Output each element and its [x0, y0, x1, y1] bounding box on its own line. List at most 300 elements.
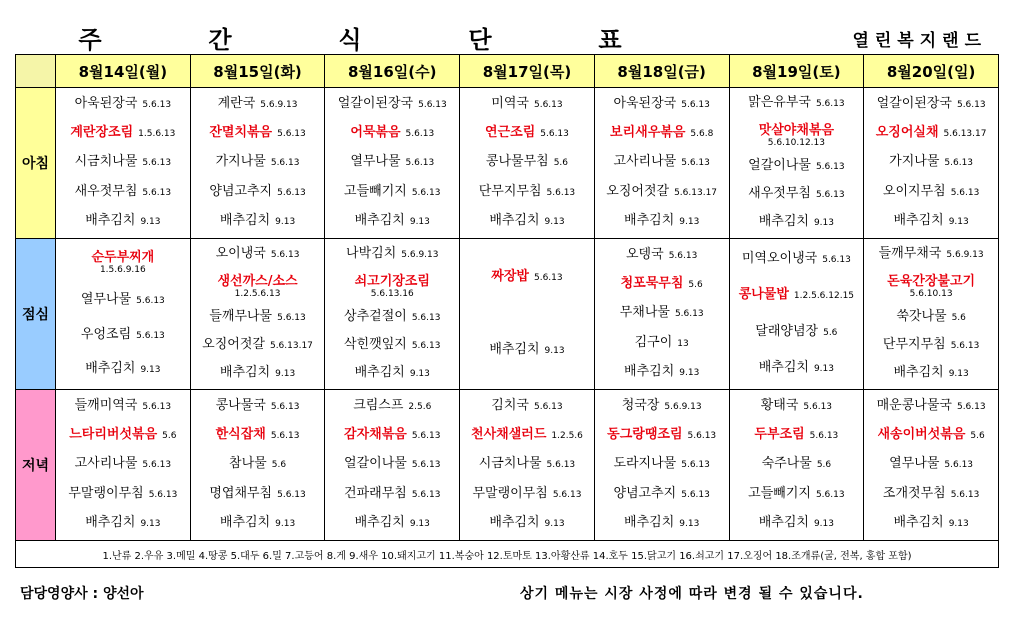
menu-cell: [460, 88, 595, 239]
dish-name: 도라지나물: [613, 456, 677, 472]
allergen-codes: 5.6.13: [270, 250, 300, 261]
dish-name: 콩나물국: [215, 398, 266, 414]
dish-name: 콩나물무침: [485, 154, 549, 170]
allergen-codes: 9.13: [140, 365, 161, 376]
main-dish-item: [460, 269, 594, 286]
dish-name: 계란장조림: [70, 125, 134, 141]
menu-item: [191, 365, 325, 382]
menu-item-list: [730, 390, 864, 540]
dish-name: 배추김치: [624, 363, 675, 379]
dish-name: 새우젓무침: [748, 186, 811, 202]
menu-item-list: [56, 390, 190, 540]
menu-item-list: [595, 239, 729, 389]
dish-name: 김치국: [491, 398, 529, 414]
allergen-codes: 5.6.13: [944, 460, 974, 471]
dish-name: 오징어실채: [875, 125, 939, 141]
menu-item: [460, 184, 594, 201]
dish-name: 배추김치: [893, 514, 944, 530]
menu-item: [460, 515, 594, 532]
menu-item: [325, 398, 459, 415]
dish-name: 배추김치: [354, 514, 405, 530]
menu-cell: [864, 239, 999, 390]
dish-name: 배추김치: [758, 360, 809, 376]
menu-item: [325, 515, 459, 532]
allergen-codes: 1.2.5.6.13: [234, 288, 281, 299]
menu-item: [191, 456, 325, 473]
menu-item-list: [460, 239, 594, 389]
dish-name: 숙주나물: [761, 456, 812, 472]
dish-name: 시금치나물: [74, 154, 138, 170]
allergen-codes: 5.6.13: [411, 313, 441, 324]
dish-name: 우엉조림: [80, 326, 132, 342]
menu-cell: [190, 239, 325, 390]
allergen-codes: 5.6.13: [411, 460, 441, 471]
allergen-codes: 5.6.13: [277, 187, 306, 198]
title-char: 표: [598, 26, 622, 54]
dish-name: 참나물: [229, 456, 267, 472]
dish-name: 고사리나물: [613, 154, 677, 170]
menu-item: [864, 213, 998, 230]
menu-item: [56, 398, 190, 415]
menu-item: [595, 456, 729, 473]
title-char: 단: [468, 26, 492, 54]
main-dish-item: [191, 125, 325, 142]
allergen-codes: 5.6.13: [950, 489, 980, 500]
menu-item: [864, 246, 998, 263]
allergen-codes: 5.6.13: [270, 158, 300, 169]
dish-name: 천사채샐러드: [471, 427, 547, 443]
menu-item-list: [730, 88, 864, 238]
menu-cell: [864, 88, 999, 239]
menu-item: [595, 96, 729, 113]
dish-name: 조개젓무침: [882, 485, 946, 501]
allergen-codes: 5.6.13: [681, 460, 710, 471]
allergen-codes: 5.6.13: [803, 402, 833, 413]
dish-name: 돈육간장불고기: [887, 273, 976, 289]
menu-item: [864, 309, 998, 326]
dish-name: 아욱된장국: [613, 96, 677, 112]
day-header: 8월18일(금): [594, 55, 729, 88]
menu-item-list: [191, 390, 325, 540]
dish-name: 크림스프: [353, 398, 404, 414]
menu-item: [864, 486, 998, 503]
allergen-codes: 5.6: [271, 460, 287, 471]
dish-name: 배추김치: [489, 212, 540, 228]
dish-name: 무말랭이무침: [472, 485, 548, 501]
allergen-codes: 5.6.9.13: [401, 250, 439, 261]
allergen-codes: 9.13: [948, 216, 969, 227]
allergen-codes: 5.6.13: [552, 489, 582, 500]
allergen-codes: 5.6.13: [270, 431, 300, 442]
main-dish-item: [325, 274, 459, 299]
dish-name: 콩나물밥: [738, 287, 789, 303]
dish-name: 어묵볶음: [350, 125, 401, 141]
allergen-codes: 5.6.13: [411, 187, 441, 198]
allergen-codes: 5.6.13.17: [943, 129, 987, 140]
allergen-codes: 9.13: [140, 216, 161, 227]
dish-name: 상추겉절이: [344, 309, 407, 325]
menu-cell: [729, 239, 864, 390]
menu-cell: [729, 390, 864, 541]
menu-item: [56, 327, 190, 344]
allergen-codes: 5.6.13: [533, 273, 563, 283]
menu-item: [191, 398, 325, 415]
dish-name: 잔멸치볶음: [209, 125, 273, 141]
menu-item: [325, 184, 459, 201]
dish-name: 보리새우볶음: [610, 125, 686, 141]
dish-name: 김구이: [634, 334, 673, 350]
dish-name: 배추김치: [219, 514, 271, 530]
menu-cell: [325, 88, 460, 239]
menu-item-list: [595, 390, 729, 540]
menu-item: [864, 456, 998, 473]
menu-item-list: [864, 239, 998, 389]
allergen-codes: 13: [677, 338, 689, 349]
allergen-codes: 5.6: [951, 313, 966, 324]
menu-item-list: [595, 88, 729, 238]
menu-cell: [325, 390, 460, 541]
allergen-codes: 5.6.9.13: [946, 250, 984, 261]
menu-cell: [190, 88, 325, 239]
menu-item: [595, 247, 729, 264]
dish-name: 배추김치: [219, 364, 271, 380]
menu-item: [864, 184, 998, 201]
day-header: 8월19일(토): [729, 55, 864, 88]
menu-item: [191, 515, 325, 532]
dish-name: 미역오이냉국: [741, 250, 818, 266]
menu-cell: [56, 88, 191, 239]
dish-name: 배추김치: [85, 212, 136, 228]
allergen-codes: 5.6.13: [142, 402, 172, 413]
main-dish-item: [864, 274, 998, 299]
dish-name: 짜장밥: [491, 269, 529, 284]
allergen-codes: 5.6.13: [418, 100, 447, 111]
menu-item: [325, 337, 459, 354]
main-dish-item: [56, 250, 190, 275]
menu-item: [595, 335, 729, 352]
dish-name: 배추김치: [85, 361, 136, 377]
menu-item-list: [325, 88, 459, 238]
allergen-codes: 5.6: [823, 327, 838, 338]
lunch-label: 점심: [16, 239, 56, 390]
dish-name: 청국장: [621, 398, 660, 414]
allergen-codes: 9.13: [275, 518, 296, 529]
main-dish-item: [191, 427, 325, 444]
main-dish-item: [864, 125, 998, 142]
menu-item: [730, 158, 864, 175]
allergen-codes: 5.6.13: [809, 431, 839, 442]
allergen-codes: 5.6.13: [546, 460, 576, 471]
menu-item-list: [56, 88, 190, 238]
allergen-codes: 9.13: [544, 216, 565, 227]
dish-name: 두부조림: [754, 427, 805, 443]
allergen-codes: 5.6.13: [950, 341, 980, 352]
dish-name: 동그랑땡조림: [607, 427, 683, 443]
menu-item: [325, 456, 459, 473]
menu-item: [595, 515, 729, 532]
menu-cell: [325, 239, 460, 390]
allergen-codes: 5.6: [688, 280, 703, 291]
menu-item: [325, 365, 459, 382]
day-header: 8월16일(수): [325, 55, 460, 88]
main-dish-item: [730, 123, 864, 148]
allergen-codes: 9.13: [679, 518, 700, 529]
dish-name: 오뎅국: [626, 247, 664, 263]
dish-name: 계란국: [217, 96, 256, 112]
dish-name: 양념고추지: [613, 485, 677, 501]
menu-item: [730, 486, 864, 503]
menu-item: [730, 398, 864, 415]
allergen-codes: 5.6.13: [270, 402, 300, 413]
allergen-codes: 5.6.13: [681, 489, 710, 500]
main-dish-item: [56, 427, 190, 444]
menu-item: [325, 96, 459, 113]
menu-item: [460, 96, 594, 113]
menu-item: [864, 398, 998, 415]
allergen-codes: 5.6.13: [822, 254, 851, 265]
menu-item: [595, 486, 729, 503]
allergen-codes: 5.6.9.13: [664, 402, 702, 413]
dish-name: 느타리버섯볶음: [69, 427, 158, 443]
dish-name: 배추김치: [219, 212, 271, 228]
main-dish-item: [460, 125, 594, 142]
allergen-codes: 5.6.9.13: [260, 100, 298, 111]
allergen-codes: 5.6.13: [681, 158, 710, 169]
dish-name: 배추김치: [758, 514, 809, 530]
menu-item: [595, 305, 729, 322]
dish-name: 청포묵무침: [620, 276, 684, 292]
dish-name: 고들빼기지: [344, 183, 407, 199]
allergen-codes: 5.6.13.16: [370, 288, 414, 299]
menu-item: [864, 337, 998, 354]
menu-item: [730, 251, 864, 268]
dish-name: 오이냉국: [215, 246, 266, 262]
menu-item: [460, 486, 594, 503]
dish-name: 생선까스/소스: [217, 273, 298, 289]
menu-item: [460, 154, 594, 171]
main-dish-item: [595, 427, 729, 444]
dish-name: 가지나물: [215, 154, 266, 170]
dish-name: 쇠고기장조림: [354, 273, 430, 289]
menu-item: [595, 213, 729, 230]
menu-item-list: [191, 88, 325, 238]
dish-name: 한식잡채: [215, 427, 266, 443]
dish-name: 달래양념장: [755, 323, 819, 339]
allergen-codes: 5.6.13: [136, 296, 165, 307]
dish-name: 들깨무채국: [878, 246, 942, 262]
menu-cell: [190, 390, 325, 541]
dish-name: 맑은유부국: [748, 95, 811, 111]
dish-name: 맛살야채볶음: [758, 122, 835, 138]
main-dish-item: [325, 427, 459, 444]
allergen-codes: 5.6.13: [148, 489, 178, 500]
dish-name: 아욱된장국: [74, 96, 138, 112]
menu-item-list: [864, 390, 998, 540]
allergen-codes: 9.13: [140, 518, 161, 529]
menu-item: [56, 292, 190, 309]
dish-name: 매운콩나물국: [876, 398, 952, 414]
dish-name: 미역국: [491, 96, 529, 112]
allergen-codes: 9.13: [275, 216, 296, 227]
allergen-codes: 5.6.13: [136, 330, 165, 341]
main-dish-item: [864, 427, 998, 444]
dish-name: 고들빼기지: [748, 485, 811, 501]
allergen-codes: 5.6.13: [681, 100, 710, 111]
dish-name: 배추김치: [489, 342, 540, 357]
menu-item: [56, 184, 190, 201]
dish-name: 감자채볶음: [344, 427, 407, 443]
allergen-codes: 5.6.13: [411, 341, 441, 352]
dish-name: 나박김치: [346, 246, 397, 262]
menu-item: [460, 342, 594, 359]
dish-name: 얼갈이된장국: [876, 96, 952, 112]
menu-item: [325, 213, 459, 230]
allergen-codes: 9.13: [275, 368, 296, 379]
dish-name: 배추김치: [624, 212, 675, 228]
menu-cell: [594, 390, 729, 541]
dish-name: 쑥갓나물: [896, 309, 947, 325]
dish-name: 명엽채무침: [209, 485, 273, 501]
allergen-codes: 9.13: [948, 368, 969, 379]
menu-item-list: [325, 390, 459, 540]
menu-cell: [460, 239, 595, 390]
allergen-codes: 5.6.13.17: [269, 341, 313, 352]
allergen-codes: 5.6: [970, 431, 985, 442]
menu-item: [864, 154, 998, 171]
menu-item: [191, 486, 325, 503]
menu-item: [191, 337, 325, 354]
dish-name: 배추김치: [354, 364, 405, 380]
menu-item: [595, 398, 729, 415]
dish-name: 고사리나물: [74, 456, 138, 472]
allergen-codes: 9.13: [409, 518, 430, 529]
main-dish-item: [730, 427, 864, 444]
allergen-codes: 5.6.13: [944, 158, 974, 169]
allergen-codes: 5.6: [816, 460, 832, 471]
menu-item: [864, 365, 998, 382]
allergen-codes: 5.6.13: [533, 402, 563, 413]
allergen-codes: 5.6.13: [546, 187, 576, 198]
menu-item-list: [730, 239, 864, 389]
dish-name: 양념고추지: [209, 183, 273, 199]
dish-name: 오징어젓갈: [606, 183, 670, 199]
title-char: 간: [208, 26, 232, 54]
menu-item: [730, 324, 864, 341]
allergen-codes: 5.6.13: [540, 129, 569, 140]
change-notice: 상기 메뉴는 시장 사정에 따라 변경 될 수 있습니다.: [520, 586, 864, 602]
menu-item: [191, 96, 325, 113]
allergen-codes: 5.6.13: [142, 460, 172, 471]
menu-item: [56, 456, 190, 473]
menu-item: [325, 246, 459, 263]
allergen-codes: 5.6.10.13: [909, 288, 953, 299]
menu-item: [191, 154, 325, 171]
menu-item-list: [460, 88, 594, 238]
dietitian-label: 담당영양사 : 양선아: [20, 586, 144, 602]
allergen-codes: 5.6.13: [815, 99, 845, 110]
allergen-codes: 5.6.13: [950, 187, 980, 198]
dish-name: 삭힌깻잎지: [344, 337, 407, 353]
allergen-codes: 5.6.13: [815, 190, 845, 201]
allergen-legend: 1.난류 2.우유 3.메밀 4.땅콩 5.대두 6.밀 7.고등어 8.게 9.새우 10.돼지고기 11.복숭아 12.토마토 13.아황산류 14.호두 15.닭고기 16.쇠고기 17.오징어 18.조개류(굴, 전복, 홍합 포함): [16, 541, 999, 568]
menu-item: [191, 309, 325, 326]
menu-cell: [594, 88, 729, 239]
menu-item: [191, 184, 325, 201]
dish-name: 배추김치: [489, 514, 540, 530]
allergen-codes: 9.13: [544, 518, 565, 529]
corner-cell: [16, 55, 56, 88]
dish-name: 배추김치: [893, 212, 944, 228]
allergen-codes: 9.13: [679, 367, 700, 378]
dish-name: 열무나물: [889, 456, 940, 472]
menu-cell: [460, 390, 595, 541]
menu-item: [56, 361, 190, 378]
menu-item: [56, 515, 190, 532]
main-dish-item: [595, 276, 729, 293]
menu-item: [730, 186, 864, 203]
menu-cell: [56, 390, 191, 541]
dish-name: 단무지무침: [882, 337, 946, 353]
allergen-codes: 5.6.13: [142, 158, 172, 169]
dinner-label: 저녁: [16, 390, 56, 541]
allergen-codes: 5.6: [162, 431, 177, 442]
allergen-codes: 5.6.13: [815, 489, 845, 500]
allergen-codes: 5.6.13: [142, 100, 172, 111]
dish-name: 들깨무나물: [209, 309, 273, 325]
allergen-codes: 1.2.5.6.12.15: [793, 291, 855, 302]
breakfast-row: [16, 88, 999, 239]
menu-item: [864, 515, 998, 532]
menu-item-list: [864, 88, 998, 238]
day-header: 8월20일(일): [864, 55, 999, 88]
dish-name: 들깨미역국: [74, 398, 138, 414]
menu-cell: [864, 390, 999, 541]
menu-item: [460, 456, 594, 473]
dish-name: 시금치나물: [478, 456, 542, 472]
main-dish-item: [595, 125, 729, 142]
main-dish-item: [191, 274, 325, 299]
lunch-row: [16, 239, 999, 390]
allergen-codes: 9.13: [813, 217, 834, 228]
allergen-codes: 5.6.13.17: [674, 187, 718, 198]
menu-item: [56, 154, 190, 171]
dish-name: 배추김치: [624, 514, 675, 530]
dish-name: 새우젓무침: [74, 183, 138, 199]
allergen-codes: 1.5.6.9.16: [99, 264, 146, 275]
menu-item: [56, 213, 190, 230]
menu-item: [864, 96, 998, 113]
menu-item: [730, 456, 864, 473]
main-dish-item: [730, 287, 864, 304]
allergen-codes: 9.13: [813, 364, 834, 375]
title-char: 주: [78, 26, 102, 54]
menu-item: [595, 364, 729, 381]
menu-cell: [594, 239, 729, 390]
allergen-codes: 9.13: [409, 368, 430, 379]
allergen-codes: 5.6.10.12.13: [767, 137, 825, 148]
day-header: 8월15일(화): [190, 55, 325, 88]
day-header: 8월17일(목): [460, 55, 595, 88]
allergen-codes: 5.6.13: [277, 313, 306, 324]
dish-name: 얼갈이나물: [344, 456, 407, 472]
allergen-codes: 5.6.13: [956, 100, 986, 111]
allergen-codes: 5.6.13: [142, 187, 172, 198]
allergen-codes: 5.6.13: [687, 431, 717, 442]
allergen-codes: 5.6.13: [668, 251, 698, 262]
day-header-row: [16, 55, 999, 88]
page-title: [70, 20, 630, 54]
dish-name: 무말랭이무침: [68, 485, 144, 501]
